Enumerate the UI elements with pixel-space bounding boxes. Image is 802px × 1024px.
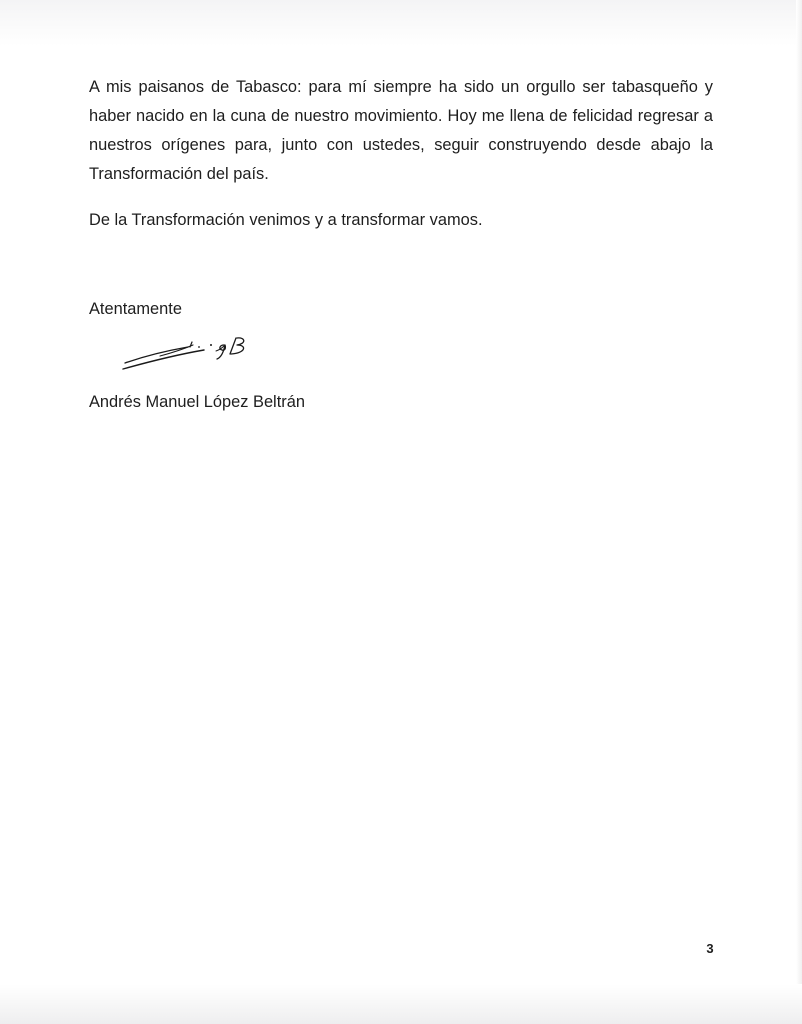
letter-body xyxy=(89,73,713,235)
scan-shadow-bottom xyxy=(0,984,802,1024)
letter-paragraph: De la Transformación venimos y a transformar vamos. xyxy=(89,211,483,229)
signer-name: Andrés Manuel López Beltrán xyxy=(89,393,305,411)
scan-shadow-right xyxy=(796,0,802,1024)
letter-paragraph: A mis paisanos de Tabasco: para mí siempre ha sido un orgullo ser tabasqueño y haber nacido en la cuna de nuestro movimiento. Hoy me llena de felicidad regresar a nuestros orígenes para, junto con ustedes, seguir construyendo desde abajo la Transformación del país. xyxy=(89,78,713,183)
closing-salutation: Atentamente xyxy=(89,300,182,318)
handwritten-signature xyxy=(120,334,270,376)
page-number: 3 xyxy=(706,941,714,956)
scan-shadow-top xyxy=(0,0,802,46)
